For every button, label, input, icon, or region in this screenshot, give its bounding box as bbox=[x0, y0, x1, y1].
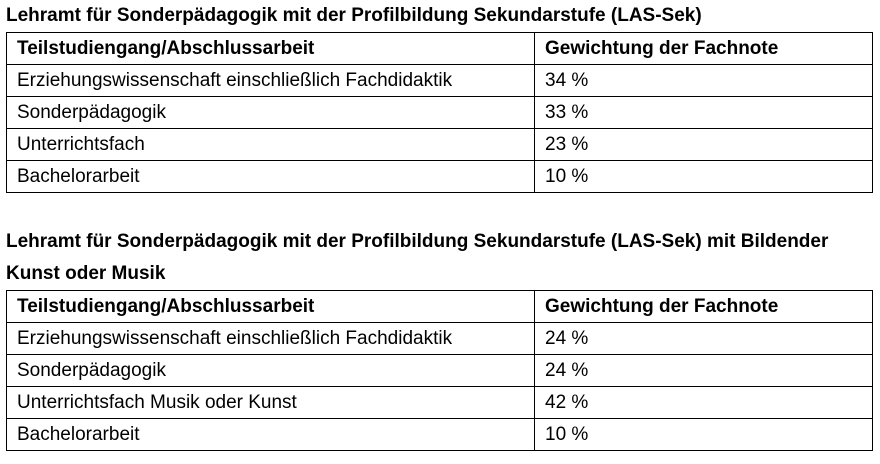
table-row bbox=[7, 161, 873, 193]
weighting-cell: 24 % bbox=[535, 323, 873, 355]
column-header-module: Teilstudiengang/Abschlussarbeit bbox=[7, 291, 535, 323]
table-row bbox=[7, 129, 873, 161]
section-1-title: Lehramt für Sonderpädagogik mit der Profilbildung Sekundarstufe (LAS-Sek) bbox=[6, 5, 702, 26]
weighting-cell: 24 % bbox=[535, 355, 873, 387]
table-row bbox=[7, 419, 873, 451]
section-2-title-line-1: Lehramt für Sonderpädagogik mit der Profilbildung Sekundarstufe (LAS-Sek) mit Bildender bbox=[6, 231, 829, 252]
module-cell: Unterrichtsfach Musik oder Kunst bbox=[7, 387, 535, 419]
table-header-row bbox=[7, 291, 873, 323]
weighting-table-las-sek bbox=[6, 32, 873, 193]
weighting-cell: 33 % bbox=[535, 97, 873, 129]
module-cell: Bachelorarbeit bbox=[7, 161, 535, 193]
weighting-cell: 34 % bbox=[535, 65, 873, 97]
weighting-cell: 23 % bbox=[535, 129, 873, 161]
table-row bbox=[7, 387, 873, 419]
module-cell: Sonderpädagogik bbox=[7, 97, 535, 129]
column-header-module: Teilstudiengang/Abschlussarbeit bbox=[7, 33, 535, 65]
section-2-title-line-2: Kunst oder Musik bbox=[6, 263, 166, 284]
module-cell: Erziehungswissenschaft einschließlich Fachdidaktik bbox=[7, 65, 535, 97]
column-header-weighting: Gewichtung der Fachnote bbox=[535, 291, 873, 323]
table-header-row bbox=[7, 33, 873, 65]
table-row bbox=[7, 97, 873, 129]
module-cell: Sonderpädagogik bbox=[7, 355, 535, 387]
weighting-cell: 42 % bbox=[535, 387, 873, 419]
weighting-cell: 10 % bbox=[535, 161, 873, 193]
table-row bbox=[7, 323, 873, 355]
table-row bbox=[7, 355, 873, 387]
module-cell: Unterrichtsfach bbox=[7, 129, 535, 161]
weighting-table-las-sek-art-music bbox=[6, 290, 873, 451]
table-row bbox=[7, 65, 873, 97]
section-2-title bbox=[6, 226, 828, 290]
column-header-weighting: Gewichtung der Fachnote bbox=[535, 33, 873, 65]
module-cell: Bachelorarbeit bbox=[7, 419, 535, 451]
module-cell: Erziehungswissenschaft einschließlich Fachdidaktik bbox=[7, 323, 535, 355]
weighting-cell: 10 % bbox=[535, 419, 873, 451]
